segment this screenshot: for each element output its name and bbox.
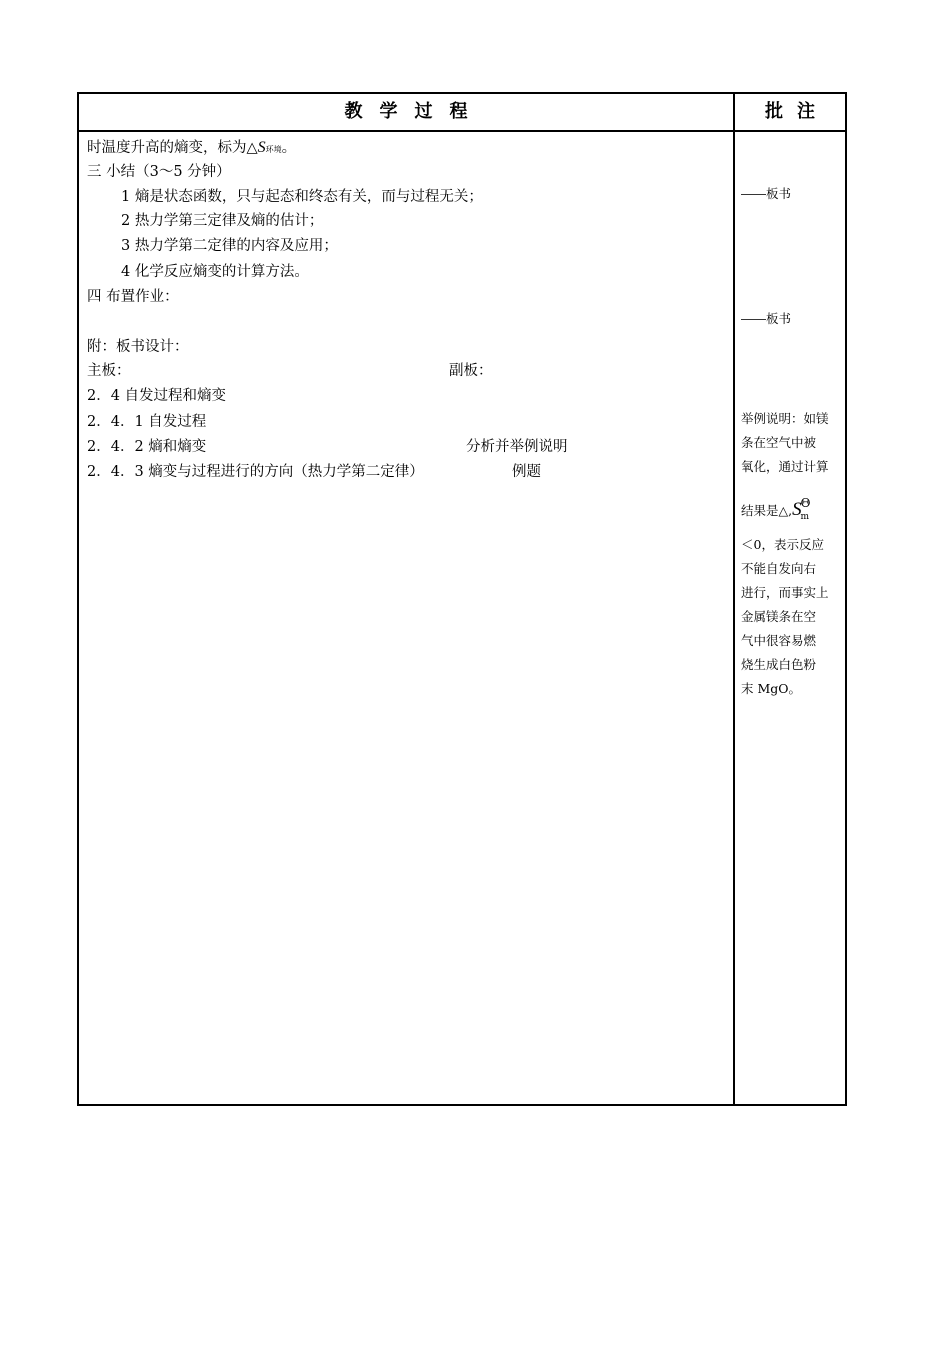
homework-heading: 四 布置作业： xyxy=(87,289,179,305)
entropy-standard-symbol: S xyxy=(792,499,802,520)
annotation-line: 条在空气中被 xyxy=(741,435,817,450)
standard-state-superscript: Θ xyxy=(800,496,811,510)
annotation-result-text: 结果是△ xyxy=(741,503,789,518)
annotation-line: 氧化，通过计算 xyxy=(741,459,829,474)
annotation-blackboard: ――板书 xyxy=(741,311,792,326)
side-board-note: 分析并举例说明 xyxy=(466,439,568,455)
header-teaching-process: 教学过程 xyxy=(344,101,485,122)
outline-item: 2．4．1 自发过程 xyxy=(87,414,207,430)
side-board-example: 例题 xyxy=(512,464,541,480)
annotation-explanation xyxy=(741,533,839,701)
annotation-result-comma: , xyxy=(788,503,793,518)
annotation-line: 不能自发向右 xyxy=(741,561,817,576)
annotation-example xyxy=(741,407,839,479)
annotation-line: 举例说明：如镁 xyxy=(741,411,829,426)
header-divider xyxy=(79,130,845,132)
annotation-line: 金属镁条在空 xyxy=(741,609,817,624)
column-divider xyxy=(733,94,735,1104)
summary-item: 2 热力学第三定律及熵的估计； xyxy=(121,213,324,229)
outline-item: 2．4．3 熵变与过程进行的方向（热力学第二定律） xyxy=(87,464,424,480)
entropy-env-text: 时温度升高的熵变，标为△ xyxy=(87,140,258,156)
annotation-line: 进行，而事实上 xyxy=(741,585,829,600)
entropy-symbol: S xyxy=(257,139,266,156)
annotation-line: 末 MgO。 xyxy=(741,681,802,696)
annotation-blackboard: ――板书 xyxy=(741,186,792,201)
outline-item: 2．4 自发过程和熵变 xyxy=(87,388,227,404)
side-board-label: 副板： xyxy=(449,363,493,379)
board-design-heading: 附：板书设计： xyxy=(87,339,189,355)
outline-item: 2．4．2 熵和熵变 xyxy=(87,439,207,455)
molar-subscript: m xyxy=(800,512,809,522)
summary-item: 1 熵是状态函数，只与起态和终态有关，而与过程无关； xyxy=(121,189,483,205)
entropy-env-end: 。 xyxy=(281,140,297,156)
entropy-env-line xyxy=(87,139,296,159)
annotation-result xyxy=(741,498,820,525)
summary-title: 三 小结（3～5 分钟） xyxy=(87,164,231,180)
header-annotation: 批注 xyxy=(765,101,829,122)
summary-item: 3 热力学第二定律的内容及应用； xyxy=(121,238,338,254)
annotation-line: ＜0，表示反应 xyxy=(741,537,824,552)
summary-item: 4 化学反应熵变的计算方法。 xyxy=(121,264,309,280)
entropy-subscript: 环境 xyxy=(265,145,282,154)
main-board-label: 主板： xyxy=(87,363,131,379)
annotation-line: 气中很容易燃 xyxy=(741,633,817,648)
annotation-line: 烧生成白色粉 xyxy=(741,657,817,672)
